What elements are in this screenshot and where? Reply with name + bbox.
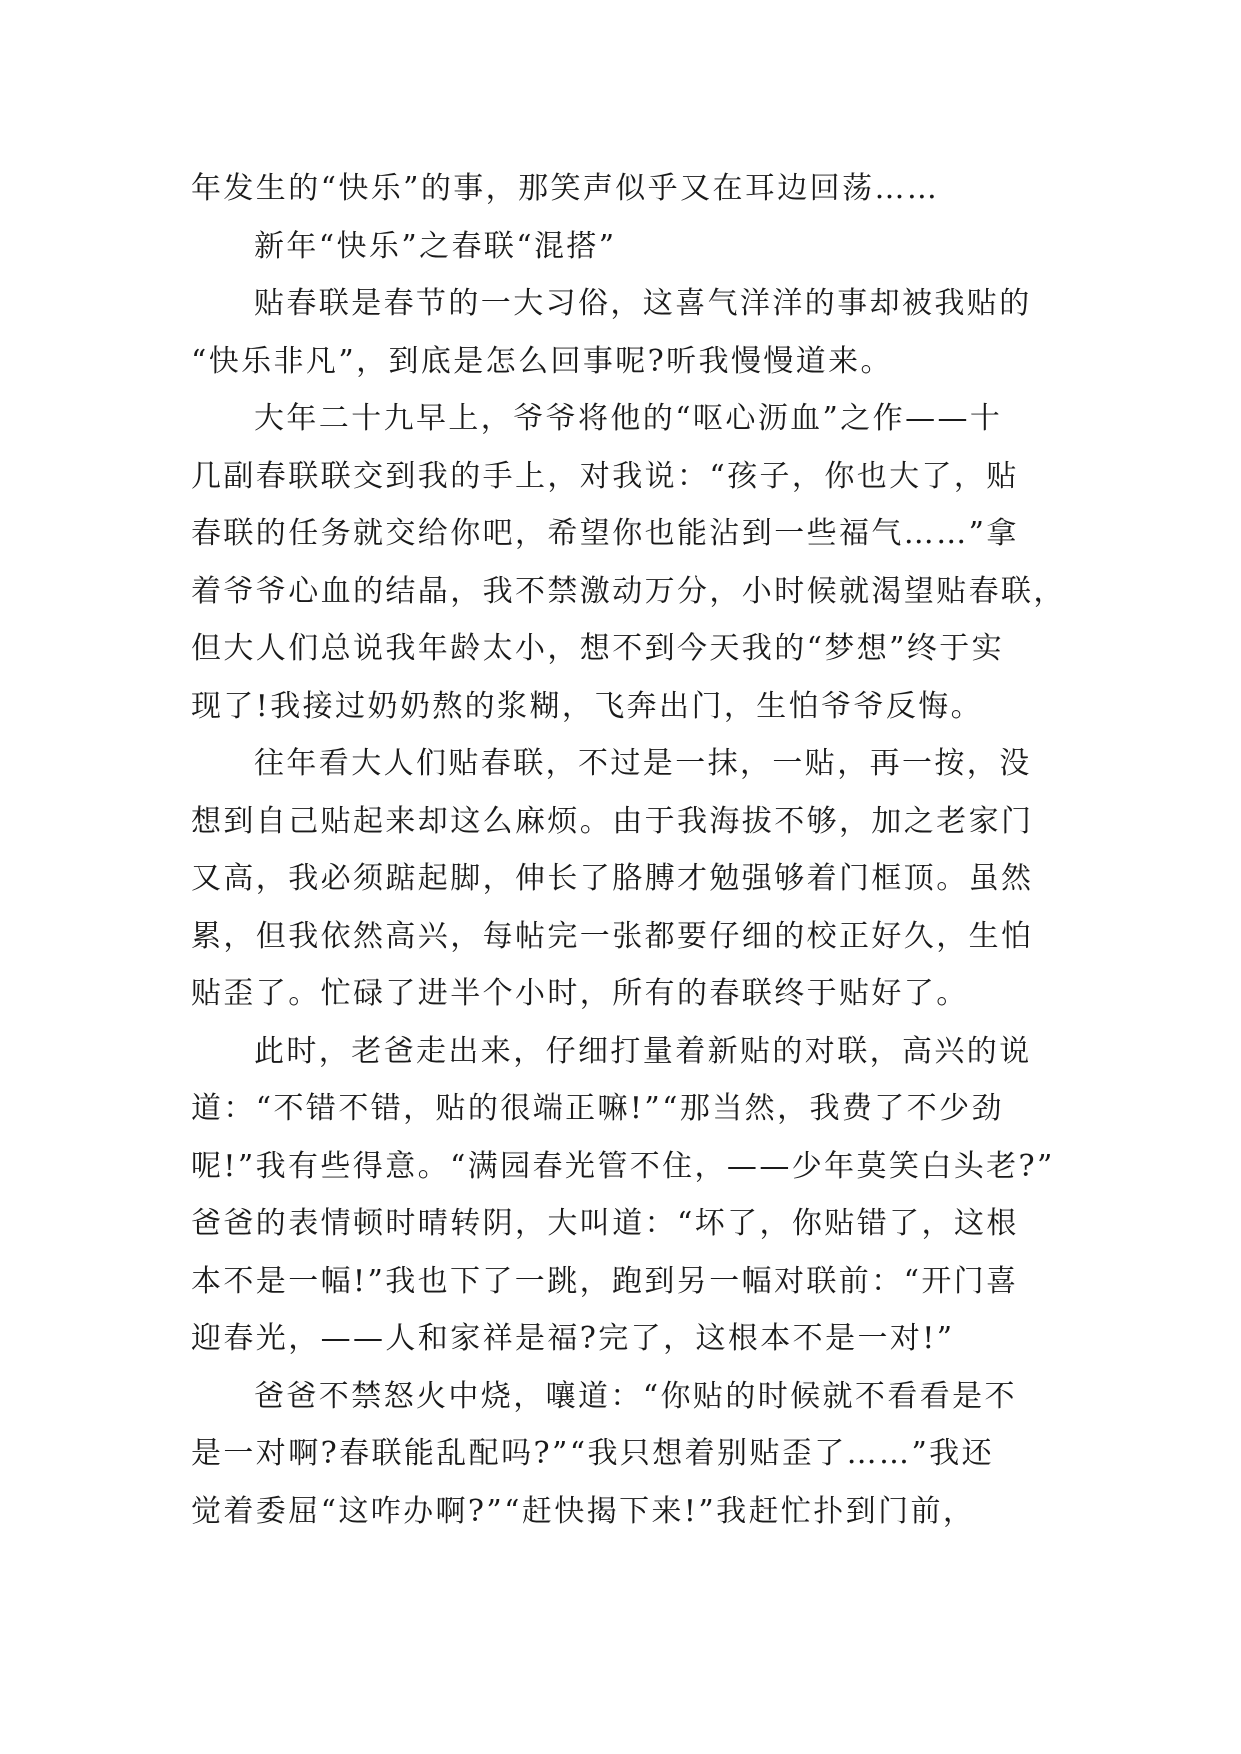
text-line: 又高，我必须踮起脚，伸长了胳膊才勉强够着门框顶。虽然 [191, 861, 1034, 896]
text-line: 觉着委屈“这咋办啊?”“赶快揭下来!”我赶忙扑到门前， [191, 1493, 976, 1529]
text-line: 呢!”我有些得意。“满园春光管不住，——少年莫笑白头老?” [191, 1148, 1055, 1184]
text-line: 几副春联联交到我的手上，对我说：“孩子，你也大了，贴 [191, 458, 1019, 494]
text-line: 累，但我依然高兴，每帖完一张都要仔细的校正好久，生怕 [191, 918, 1034, 954]
text-line: 往年看大人们贴春联，不过是一抹，一贴，再一按，没 [254, 746, 1032, 781]
document-body [191, 160, 1066, 1540]
text-line: 着爷爷心血的结晶，我不禁激动万分，小时候就渴望贴春联， [191, 573, 1066, 609]
text-line: “快乐非凡”，到底是怎么回事呢?听我慢慢道来。 [191, 343, 893, 379]
text-line: 迎春光，——人和家祥是福?完了，这根本不是一对!” [191, 1321, 955, 1356]
text-line: 贴春联是春节的一大习俗，这喜气洋洋的事却被我贴的 [254, 286, 1032, 321]
text-line: 现了!我接过奶奶熬的浆糊，飞奔出门，生怕爷爷反悔。 [191, 688, 984, 724]
text-line: 爸爸的表情顿时晴转阴，大叫道：“坏了，你贴错了，这根 [191, 1206, 1019, 1241]
text-line: 本不是一幅!”我也下了一跳，跑到另一幅对联前：“开门喜 [191, 1263, 1019, 1299]
text-line: 想到自己贴起来却这么麻烦。由于我海拔不够，加之老家门 [191, 803, 1034, 839]
text-line: 大年二十九早上，爷爷将他的“呕心沥血”之作——十 [254, 401, 1003, 436]
text-line: 爸爸不禁怒火中烧，嚷道：“你贴的时候就不看看是不 [254, 1378, 1017, 1414]
text-line: 此时，老爸走出来，仔细打量着新贴的对联，高兴的说 [254, 1033, 1032, 1069]
text-line: 是一对啊?春联能乱配吗?”“我只想着别贴歪了……”我还 [191, 1436, 994, 1471]
text-line: 但大人们总说我年龄太小，想不到今天我的“梦想”终于实 [191, 631, 1005, 666]
text-line: 春联的任务就交给你吧，希望你也能沾到一些福气……”拿 [191, 516, 1019, 551]
text-line: 贴歪了。忙碌了进半个小时，所有的春联终于贴好了。 [191, 976, 969, 1011]
text-line: 道：“不错不错，贴的很端正嘛!”“那当然，我费了不少劲 [191, 1091, 1004, 1126]
text-line: 新年“快乐”之春联“混搭” [254, 228, 617, 264]
text-line: 年发生的“快乐”的事，那笑声似乎又在耳边回荡…… [191, 171, 940, 206]
